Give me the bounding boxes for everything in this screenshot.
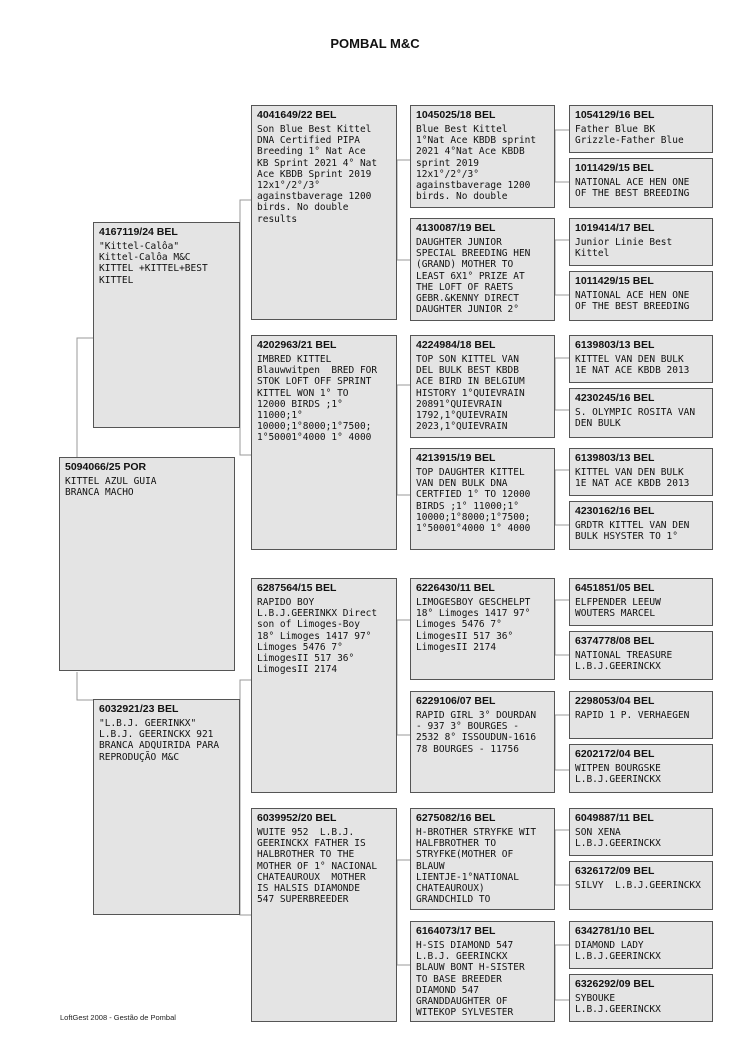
bird-description: TOP SON KITTEL VAN DEL BULK BEST KBDB ACE BIRD IN BELGIUM HISTORY 1°QUIEVRAIN 20891°QUIEVRAIN 1792,1°QUIEVRAIN 2023,1°QUIEVRAIN	[416, 354, 525, 433]
bird-description: DIAMOND LADY L.B.J.GEERINCKX	[575, 940, 661, 963]
bird-description: "L.B.J. GEERINKX" L.B.J. GEERINCKX 921 BRANCA ADQUIRIDA PARA REPRODUÇÃO M&C	[99, 718, 220, 763]
ring-number: 5094066/25 POR	[65, 461, 147, 473]
bird-description: LIMOGESBOY GESCHELPT 18° Limoges 1417 97° Limoges 5476 7° LimogesII 517 36° LimogesII 2174	[416, 597, 531, 653]
bird-description: SYBOUKE L.B.J.GEERINCKX	[575, 993, 661, 1016]
ring-number: 6139803/13 BEL	[575, 452, 655, 464]
pedigree-ddds[interactable]	[569, 921, 713, 969]
pedigree-dds[interactable]	[410, 808, 555, 910]
ring-number: 4230245/16 BEL	[575, 392, 655, 404]
pedigree-dam[interactable]	[93, 699, 240, 915]
pedigree-sdss[interactable]	[569, 335, 713, 383]
bird-description: NATIONAL TREASURE L.B.J.GEERINCKX	[575, 650, 673, 673]
ring-number: 6226430/11 BEL	[416, 582, 495, 594]
pedigree-sire-dam[interactable]	[251, 335, 397, 550]
ring-number: 6275082/16 BEL	[416, 812, 496, 824]
ring-number: 6287564/15 BEL	[257, 582, 337, 594]
pedigree-dsds[interactable]	[569, 691, 713, 739]
pedigree-sss[interactable]	[410, 105, 555, 208]
pedigree-sire-sire[interactable]	[251, 105, 397, 320]
pedigree-sdd[interactable]	[410, 448, 555, 550]
ring-number: 1045025/18 BEL	[416, 109, 496, 121]
footer-credit: LoftGest 2008 - Gestão de Pombal	[60, 1013, 176, 1022]
ring-number: 6342781/10 BEL	[575, 925, 655, 937]
ring-number: 4041649/22 BEL	[257, 109, 337, 121]
ring-number: 6326172/09 BEL	[575, 865, 655, 877]
ring-number: 6374778/08 BEL	[575, 635, 655, 647]
bird-description: SILVY L.B.J.GEERINCKX	[575, 880, 701, 891]
pedigree-dsss[interactable]	[569, 578, 713, 626]
bird-description: Blue Best Kittel 1°Nat Ace KBDB sprint 2021 4°Nat Ace KBDB sprint 2019 12x1°/2°/3° againstbaverage 1200 birds. No double	[416, 124, 537, 203]
pedigree-sdsd[interactable]	[569, 388, 713, 438]
bird-description: GRDTR KITTEL VAN DEN BULK HSYSTER TO 1°	[575, 520, 690, 543]
pedigree-sds[interactable]	[410, 335, 555, 438]
ring-number: 4167119/24 BEL	[99, 226, 178, 238]
bird-description: Father Blue BK Grizzle-Father Blue	[575, 124, 684, 147]
pedigree-dddd[interactable]	[569, 974, 713, 1022]
ring-number: 6139803/13 BEL	[575, 339, 655, 351]
pedigree-dam-sire[interactable]	[251, 578, 397, 793]
ring-number: 4213915/19 BEL	[416, 452, 496, 464]
pedigree-sddd[interactable]	[569, 501, 713, 550]
pedigree-dss[interactable]	[410, 578, 555, 680]
ring-number: 1011429/15 BEL	[575, 275, 654, 287]
pedigree-ddss[interactable]	[569, 808, 713, 856]
bird-description: KITTEL VAN DEN BULK 1E NAT ACE KBDB 2013	[575, 467, 690, 490]
ring-number: 6039952/20 BEL	[257, 812, 337, 824]
bird-description: ELFPENDER LEEUW WOUTERS MARCEL	[575, 597, 661, 620]
bird-description: SON XENA L.B.J.GEERINCKX	[575, 827, 661, 850]
bird-description: NATIONAL ACE HEN ONE OF THE BEST BREEDING	[575, 177, 690, 200]
ring-number: 6326292/09 BEL	[575, 978, 655, 990]
bird-description: TOP DAUGHTER KITTEL VAN DEN BULK DNA CERTFIED 1° TO 12000 BIRDS ;1° 11000;1° 10000;1°8000;1°7500; 1°50001°4000 1° 4000	[416, 467, 531, 535]
ring-number: 6451851/05 BEL	[575, 582, 655, 594]
ring-number: 1054129/16 BEL	[575, 109, 655, 121]
ring-number: 1019414/17 BEL	[575, 222, 655, 234]
bird-description: IMBRED KITTEL Blauwwitpen BRED FOR STOK LOFT OFF SPRINT KITTEL WON 1° TO 12000 BIRDS ;1° 11000;1° 10000;1°8000;1°7500; 1°50001°4000 1° 4000	[257, 354, 378, 444]
pedigree-dam-dam[interactable]	[251, 808, 397, 1022]
pedigree-ddd[interactable]	[410, 921, 555, 1022]
pedigree-subject[interactable]	[59, 457, 235, 671]
bird-description: Son Blue Best Kittel DNA Certified PIPA Breeding 1° Nat Ace KB Sprint 2021 4° Nat Ace KBDB Sprint 2019 12x1°/2°/3° againstbaverage 1200 birds. No double results	[257, 124, 378, 225]
bird-description: KITTEL AZUL GUIA BRANCA MACHO	[65, 476, 157, 499]
bird-description: KITTEL VAN DEN BULK 1E NAT ACE KBDB 2013	[575, 354, 690, 377]
bird-description: RAPID GIRL 3° DOURDAN - 937 3° BOURGES - 2532 8° ISSOUDUN-1616 78 BOURGES - 11756	[416, 710, 537, 755]
pedigree-dsdd[interactable]	[569, 744, 713, 793]
pedigree-dssd[interactable]	[569, 631, 713, 680]
bird-description: WITPEN BOURGSKE L.B.J.GEERINCKX	[575, 763, 661, 786]
pedigree-ssd[interactable]	[410, 218, 555, 321]
ring-number: 6049887/11 BEL	[575, 812, 654, 824]
bird-description: WUITE 952 L.B.J. GEERINCKX FATHER IS HALBROTHER TO THE MOTHER OF 1° NACIONAL CHATEAUROUX MOTHER IS HALSIS DIAMONDE 547 SUPERBREEDER	[257, 827, 378, 906]
pedigree-sdds[interactable]	[569, 448, 713, 496]
ring-number: 6164073/17 BEL	[416, 925, 496, 937]
bird-description: H-SIS DIAMOND 547 L.B.J. GEERINCKX BLAUW BONT H-SISTER TO BASE BREEDER DIAMOND 547 GRANDDAUGHTER OF WITEKOP SYLVESTER	[416, 940, 525, 1019]
bird-description: Junior Linie Best Kittel	[575, 237, 673, 260]
bird-description: RAPID 1 P. VERHAEGEN	[575, 710, 690, 721]
bird-description: RAPIDO BOY L.B.J.GEERINKX Direct son of Limoges-Boy 18° Limoges 1417 97° Limoges 5476 7° LimogesII 517 36° LimogesII 2174	[257, 597, 378, 676]
bird-description: S. OLYMPIC ROSITA VAN DEN BULK	[575, 407, 696, 430]
ring-number: 6229106/07 BEL	[416, 695, 496, 707]
ring-number: 4130087/19 BEL	[416, 222, 496, 234]
pedigree-sssd[interactable]	[569, 158, 713, 208]
pedigree-sire[interactable]	[93, 222, 240, 428]
bird-description: DAUGHTER JUNIOR SPECIAL BREEDING HEN (GRAND) MOTHER TO LEAST 6X1° PRIZE AT THE LOFT OF RAETS GEBR.&KENNY DIRECT DAUGHTER JUNIOR 2°	[416, 237, 531, 316]
pedigree-ssdd[interactable]	[569, 271, 713, 321]
ring-number: 1011429/15 BEL	[575, 162, 654, 174]
bird-description: "Kittel-Calôa" Kittel-Calôa M&C KITTEL +KITTEL+BEST KITTEL	[99, 241, 208, 286]
bird-description: H-BROTHER STRYFKE WIT HALFBROTHER TO STRYFKE(MOTHER OF BLAUW LIENTJE-1°NATIONAL CHATEAUROUX) GRANDCHILD TO	[416, 827, 537, 906]
ring-number: 6202172/04 BEL	[575, 748, 655, 760]
ring-number: 4230162/16 BEL	[575, 505, 655, 517]
ring-number: 6032921/23 BEL	[99, 703, 179, 715]
pedigree-dsd[interactable]	[410, 691, 555, 793]
ring-number: 2298053/04 BEL	[575, 695, 655, 707]
page-title: POMBAL M&C	[330, 36, 420, 51]
pedigree-ssss[interactable]	[569, 105, 713, 153]
bird-description: NATIONAL ACE HEN ONE OF THE BEST BREEDING	[575, 290, 690, 313]
ring-number: 4224984/18 BEL	[416, 339, 496, 351]
ring-number: 4202963/21 BEL	[257, 339, 337, 351]
pedigree-ssds[interactable]	[569, 218, 713, 266]
pedigree-ddsd[interactable]	[569, 861, 713, 910]
